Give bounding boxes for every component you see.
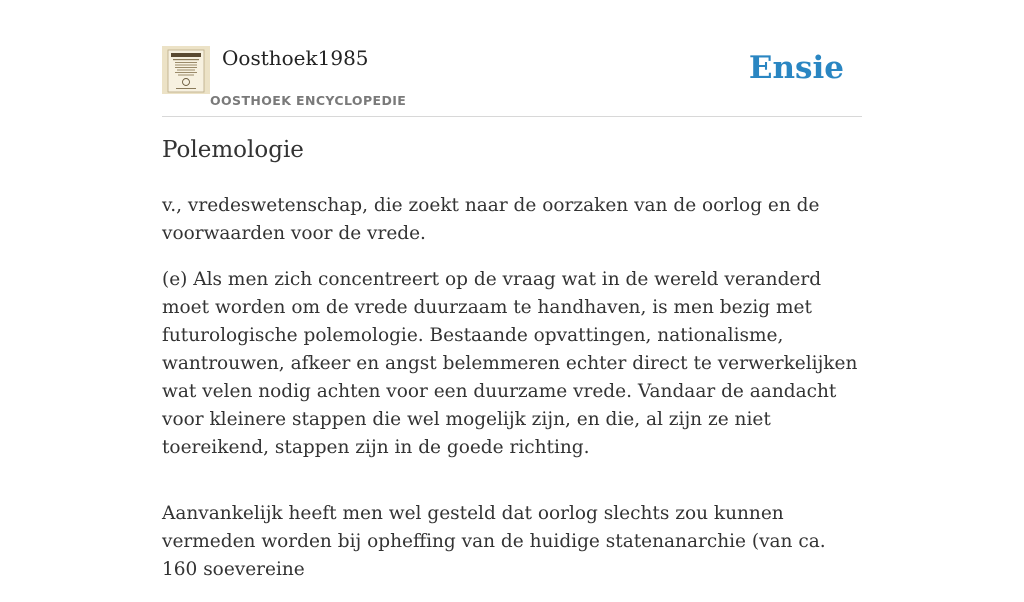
- article-header: [162, 44, 862, 117]
- author-avatar[interactable]: [162, 46, 210, 94]
- body-paragraph: Aanvankelijk heeft men wel gesteld dat oorlog slechts zou kunnen vermeden worden bij opheffing van de huidige statenanarchie (van ca. 160 soevereine: [162, 503, 826, 580]
- article-title: Polemologie: [162, 137, 304, 163]
- author-name[interactable]: Oosthoek1985: [222, 46, 369, 70]
- article-body: [162, 192, 862, 602]
- source-label[interactable]: OOSTHOEK ENCYCLOPEDIE: [210, 93, 407, 108]
- body-paragraph: (e) Als men zich concentreert op de vraag wat in de wereld veranderd moet worden om de vrede duurzaam te handhaven, is men bezig met futurologische polemologie. Bestaande opvattingen, nationalisme, wantrouwen, afkeer en angst belemmeren echter direct te verwerkelijken wat velen nodig achten voor een duurzame vrede. Vandaar de aandacht voor kleinere stappen die wel mogelijk zijn, en die, al zijn ze niet toereikend, stappen zijn in de goede richting.: [162, 269, 858, 458]
- encyclopedia-page-icon: [162, 46, 210, 94]
- brand-logo[interactable]: Ensie: [748, 50, 844, 86]
- definition-paragraph: v., vredeswetenschap, die zoekt naar de oorzaken van de oorlog en de voorwaarden voor de vrede.: [162, 195, 820, 244]
- article-page: [162, 0, 862, 580]
